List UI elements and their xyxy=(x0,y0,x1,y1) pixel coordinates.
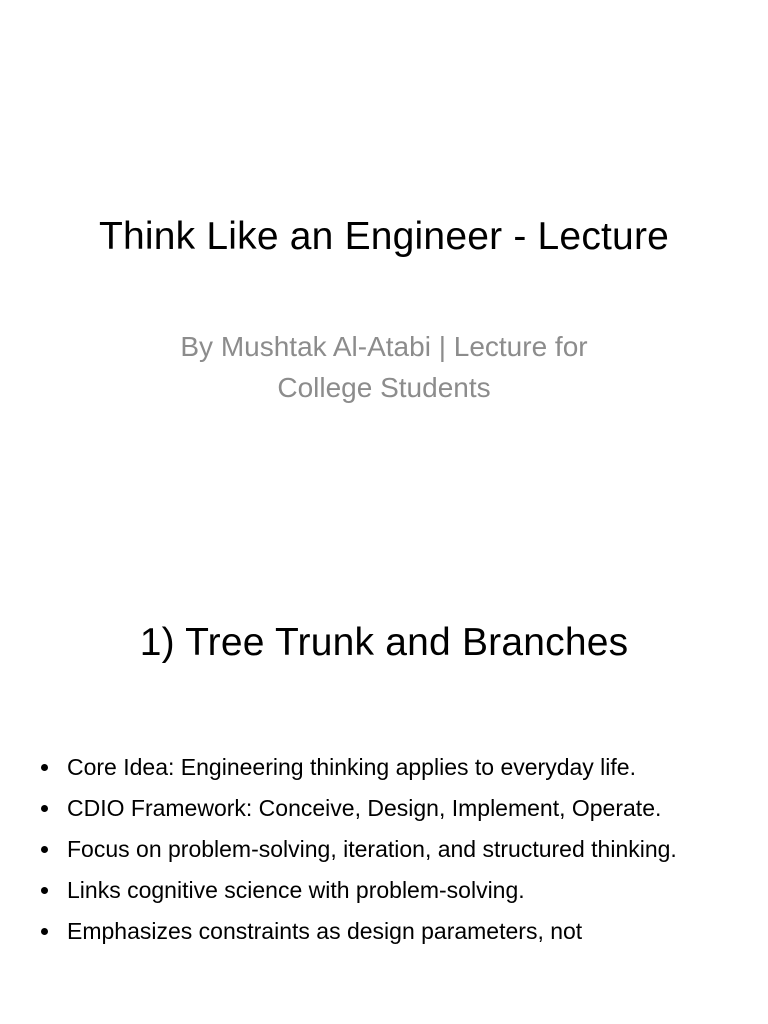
slide-title: Think Like an Engineer - Lecture xyxy=(98,215,670,258)
bullet-item xyxy=(38,832,738,867)
bullet-text: Emphasizes constraints as design parameters, not xyxy=(67,918,583,944)
bullet-dot-icon xyxy=(41,805,48,812)
bullet-text: CDIO Framework: Conceive, Design, Implement, Operate. xyxy=(67,795,662,821)
bullet-text: Links cognitive science with problem-solving. xyxy=(67,877,525,903)
slide-subtitle: By Mushtak Al-Atabi | Lecture for College Students xyxy=(180,331,588,403)
bullet-list xyxy=(38,750,738,955)
bullet-dot-icon xyxy=(41,928,48,935)
bullet-dot-icon xyxy=(41,764,48,771)
bullet-dot-icon xyxy=(41,846,48,853)
bullet-item xyxy=(38,750,738,785)
bullet-text: Focus on problem-solving, iteration, and structured thinking. xyxy=(67,836,677,862)
slide-title: 1) Tree Trunk and Branches xyxy=(139,621,629,664)
bullet-item xyxy=(38,873,738,908)
bullet-item xyxy=(38,914,738,949)
bullet-text: Core Idea: Engineering thinking applies to everyday life. xyxy=(67,754,636,780)
bullet-item xyxy=(38,791,738,826)
bullet-dot-icon xyxy=(41,887,48,894)
content-slide xyxy=(0,560,768,1024)
